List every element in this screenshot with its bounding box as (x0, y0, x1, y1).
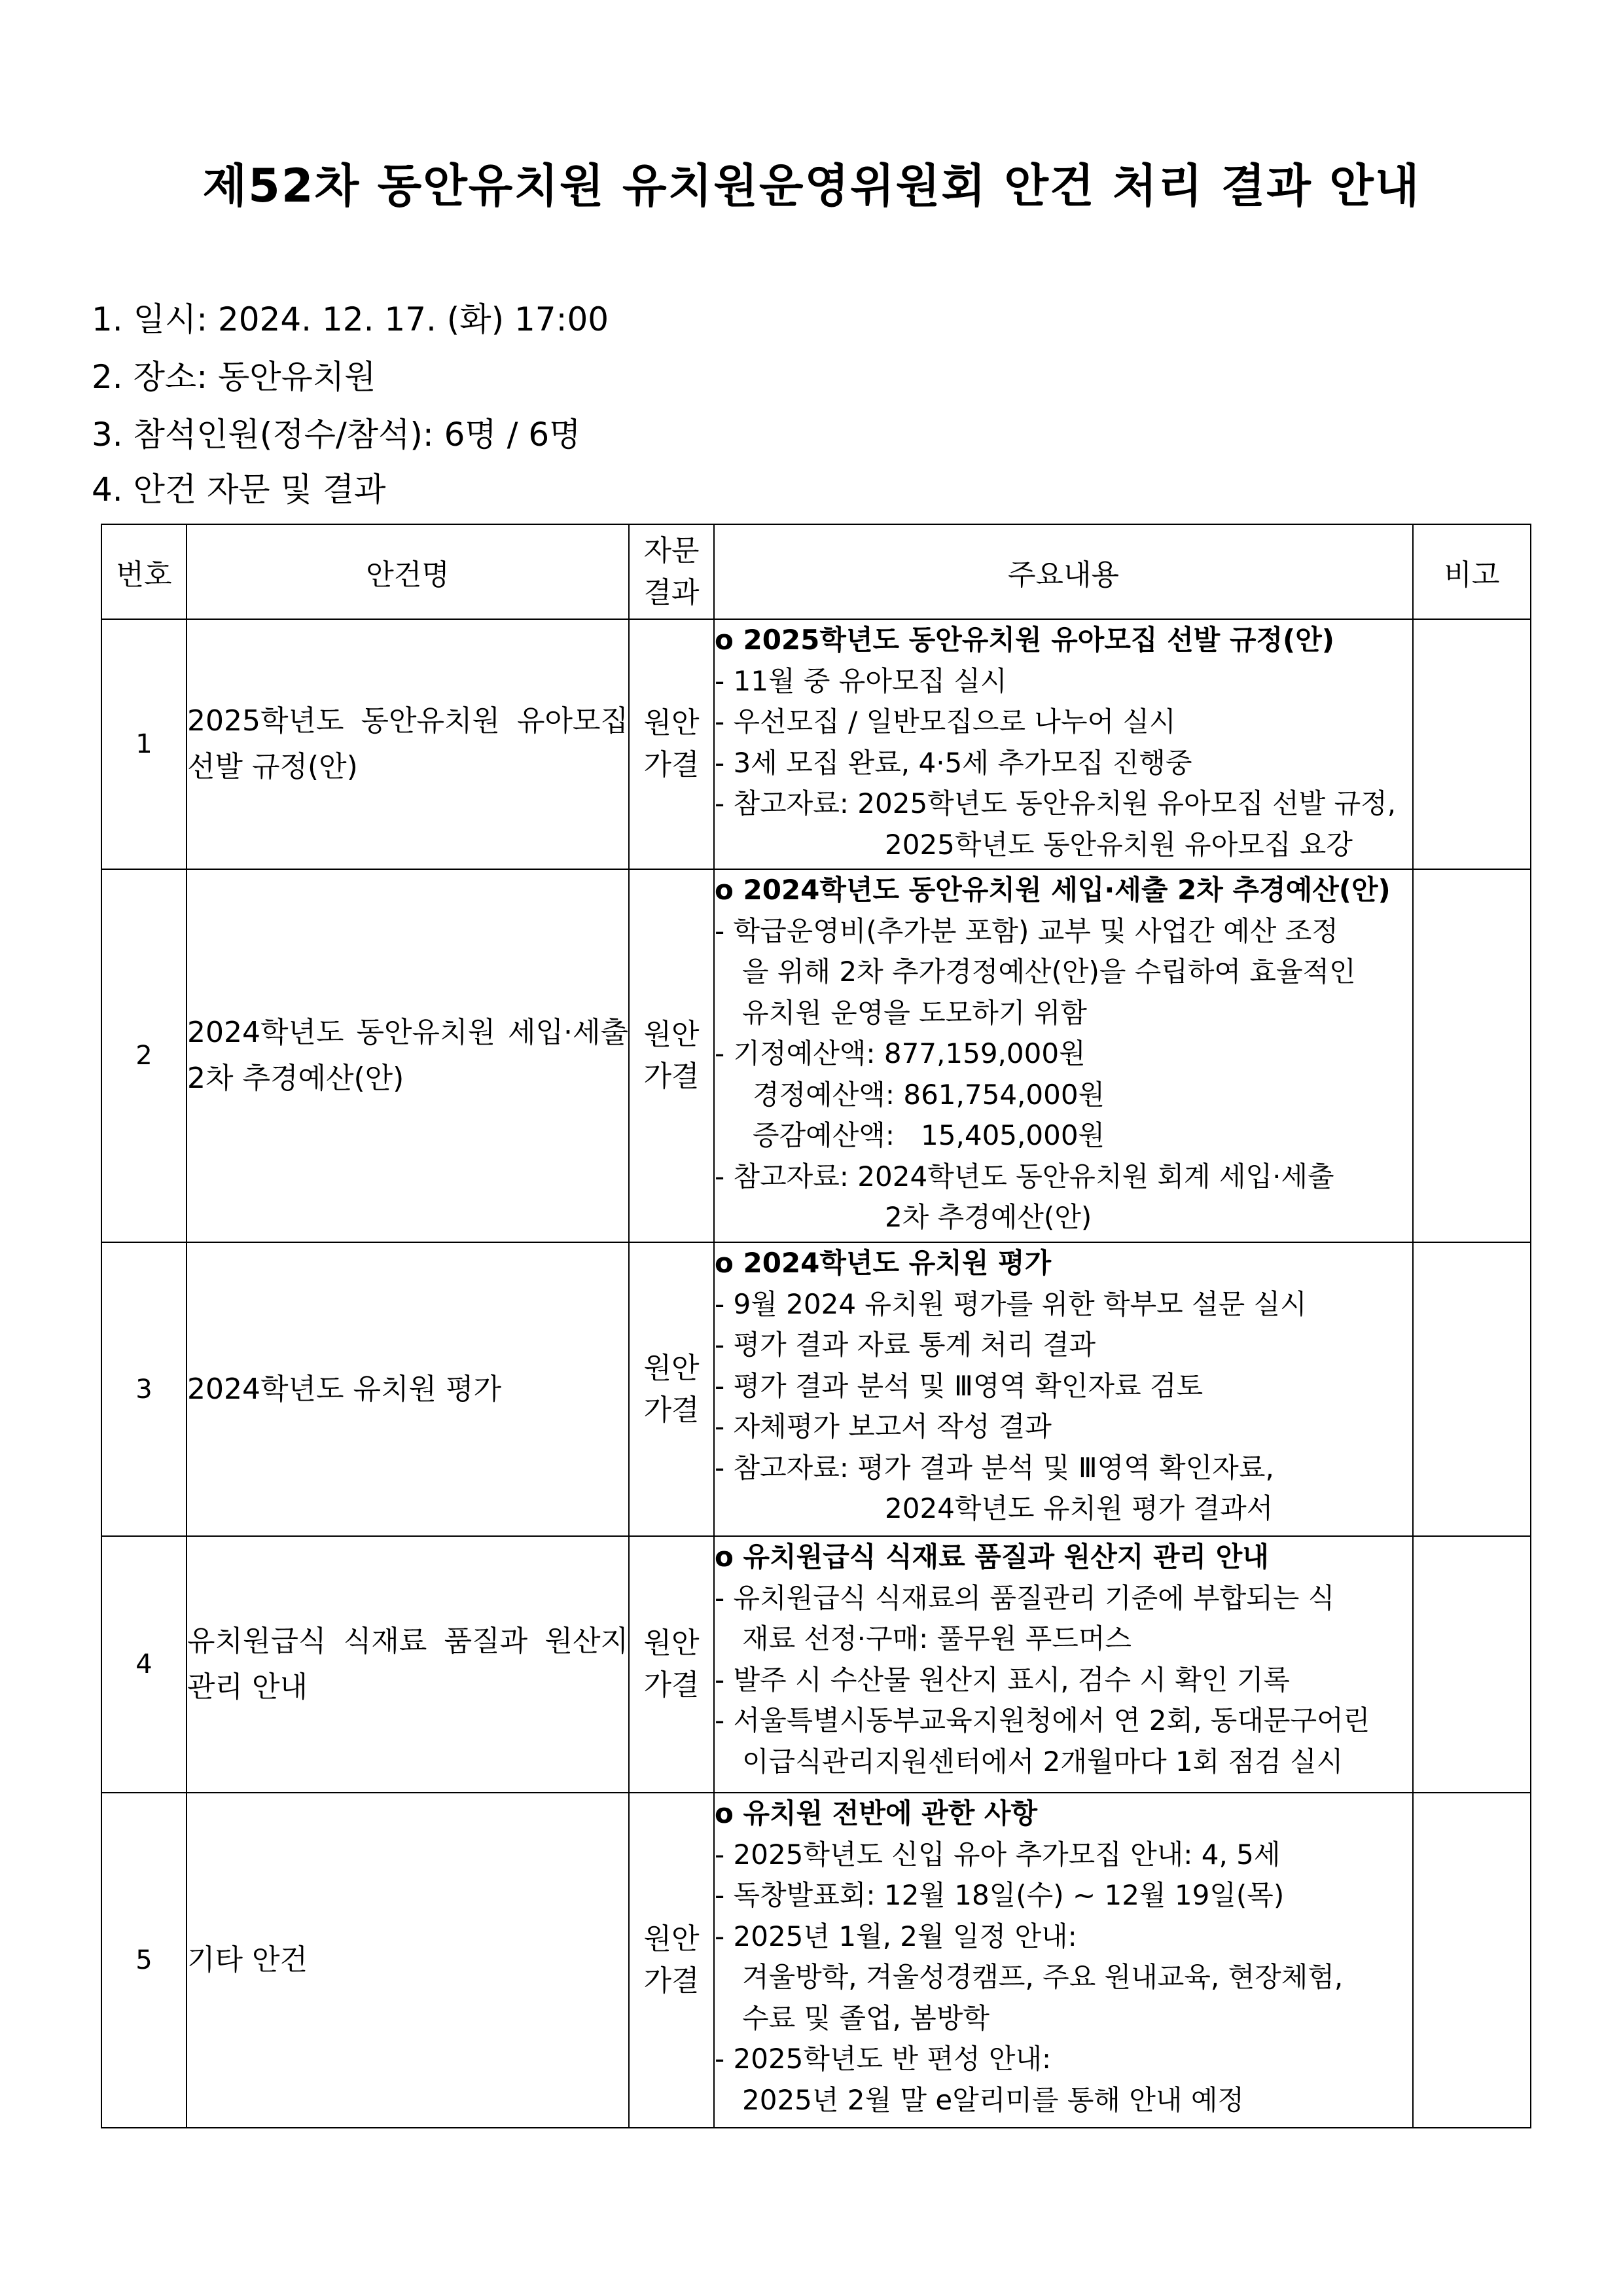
page-title: 제52차 동안유치원 유치원운영위원회 안건 처리 결과 안내 (202, 159, 1421, 213)
row-note (1413, 1536, 1531, 1793)
content-line: - 유치원급식 식재료의 품질관리 기준에 부합되는 식 (715, 1581, 1335, 1614)
table-row (101, 869, 1531, 1242)
row-agenda-name: 2025학년도 동안유치원 유아모집 선발 규정(안) (187, 619, 629, 869)
content-line: 2차 추경예산(안) (885, 1201, 1092, 1233)
info-agenda-heading: 4. 안건 자문 및 결과 (92, 471, 386, 509)
table-row (101, 1793, 1531, 2128)
table-row (101, 1536, 1531, 1793)
row-content (714, 619, 1413, 869)
content-line: - 참고자료: 평가 결과 분석 및 Ⅲ영역 확인자료, (715, 1451, 1274, 1484)
row-result-line1: 원안 (643, 706, 700, 740)
content-line: - 참고자료: 2025학년도 동안유치원 유아모집 선발 규정, (715, 787, 1397, 819)
content-line: 2025학년도 동안유치원 유아모집 요강 (885, 828, 1353, 861)
header-content: 주요내용 (714, 524, 1413, 619)
content-line: - 평가 결과 분석 및 Ⅲ영역 확인자료 검토 (715, 1369, 1204, 1402)
header-note: 비고 (1413, 524, 1531, 619)
row-agenda-name: 유치원급식 식재료 품질과 원산지 관리 안내 (187, 1536, 629, 1793)
content-line: - 자체평가 보고서 작성 결과 (715, 1410, 1052, 1443)
content-line: - 3세 모집 완료, 4·5세 추가모집 진행중 (715, 746, 1192, 779)
row-number: 1 (101, 619, 187, 869)
header-result-line2: 결과 (643, 575, 700, 609)
content-line: 이급식관리지원센터에서 2개월마다 1회 점검 실시 (742, 1745, 1344, 1778)
row-result (629, 869, 714, 1242)
content-line: - 학급운영비(추가분 포함) 교부 및 사업간 예산 조정 (715, 914, 1338, 947)
content-line: - 발주 시 수산물 원산지 표시, 검수 시 확인 기록 (715, 1663, 1290, 1696)
row-result-line1: 원안 (643, 1626, 700, 1660)
content-line: - 9월 2024 유치원 평가를 위한 학부모 설문 실시 (715, 1287, 1307, 1320)
header-result (629, 524, 714, 619)
content-line: 2024학년도 유치원 평가 결과서 (885, 1492, 1274, 1524)
row-result-line1: 원안 (643, 1018, 700, 1051)
row-result-line1: 원안 (643, 1351, 700, 1385)
agenda-table (101, 524, 1531, 2128)
row-result-line2: 가결 (643, 1668, 700, 1702)
row-result (629, 1793, 714, 2128)
row-note (1413, 1793, 1531, 2128)
row-agenda-name: 2024학년도 동안유치원 세입·세출 2차 추경예산(안) (187, 869, 629, 1242)
row-content (714, 1536, 1413, 1793)
content-line: - 2025년 1월, 2월 일정 안내: (715, 1920, 1077, 1952)
header-number: 번호 (101, 524, 187, 619)
row-note (1413, 869, 1531, 1242)
content-line: 수료 및 졸업, 봄방학 (742, 2001, 990, 2034)
table-row (101, 1242, 1531, 1536)
content-line: - 11월 중 유아모집 실시 (715, 664, 1007, 697)
info-attendance: 3. 참석인원(정수/참석): 6명 / 6명 (92, 416, 581, 454)
content-line: - 평가 결과 자료 통계 처리 결과 (715, 1329, 1096, 1361)
row-result-line2: 가결 (643, 1964, 700, 1998)
row-content (714, 869, 1413, 1242)
table-row (101, 619, 1531, 869)
row-result-line2: 가결 (643, 748, 700, 781)
content-line: 겨울방학, 겨울성경캠프, 주요 원내교육, 현장체험, (742, 1961, 1344, 1993)
content-line: - 독창발표회: 12월 18일(수) ~ 12월 19일(목) (715, 1879, 1285, 1911)
row-result (629, 619, 714, 869)
row-note (1413, 1242, 1531, 1536)
row-number: 5 (101, 1793, 187, 2128)
table-header-row (101, 524, 1531, 619)
content-line: - 2025학년도 반 편성 안내: (715, 2043, 1052, 2075)
row-content (714, 1793, 1413, 2128)
content-line: - 서울특별시동부교육지원청에서 연 2회, 동대문구어린 (715, 1704, 1370, 1736)
content-heading: o 유치원 전반에 관한 사항 (715, 1797, 1038, 1829)
content-line: 재료 선정·구매: 풀무원 푸드머스 (742, 1623, 1132, 1655)
row-note (1413, 619, 1531, 869)
row-number: 4 (101, 1536, 187, 1793)
content-line: 증감예산액: 15,405,000원 (753, 1119, 1105, 1151)
content-line: 을 위해 2차 추가경정예산(안)을 수립하여 효율적인 (742, 956, 1356, 988)
row-result-line1: 원안 (643, 1922, 700, 1956)
content-heading: o 2024학년도 유치원 평가 (715, 1247, 1052, 1279)
content-line: - 2025학년도 신입 유아 추가모집 안내: 4, 5세 (715, 1838, 1281, 1871)
row-result-line2: 가결 (643, 1060, 700, 1093)
content-heading: o 2025학년도 동안유치원 유아모집 선발 규정(안) (715, 624, 1334, 656)
row-result-line2: 가결 (643, 1393, 700, 1427)
content-line: - 우선모집 / 일반모집으로 나누어 실시 (715, 706, 1176, 738)
row-result (629, 1242, 714, 1536)
content-line: 유치원 운영을 도모하기 위함 (742, 996, 1087, 1029)
content-heading: o 2024학년도 동안유치원 세입·세출 2차 추경예산(안) (715, 874, 1391, 906)
content-line: - 참고자료: 2024학년도 동안유치원 회계 세입·세출 (715, 1160, 1334, 1193)
info-place: 2. 장소: 동안유치원 (92, 358, 376, 396)
header-agenda-name: 안건명 (187, 524, 629, 619)
row-agenda-name: 2024학년도 유치원 평가 (187, 1242, 629, 1536)
info-date: 1. 일시: 2024. 12. 17. (화) 17:00 (92, 300, 609, 338)
row-number: 3 (101, 1242, 187, 1536)
content-heading: o 유치원급식 식재료 품질과 원산지 관리 안내 (715, 1541, 1269, 1573)
row-number: 2 (101, 869, 187, 1242)
content-line: 경정예산액: 861,754,000원 (753, 1078, 1105, 1111)
row-content (714, 1242, 1413, 1536)
row-agenda-name: 기타 안건 (187, 1793, 629, 2128)
row-result (629, 1536, 714, 1793)
header-result-line1: 자문 (643, 533, 700, 567)
content-line: 2025년 2월 말 e알리미를 통해 안내 예정 (742, 2083, 1244, 2116)
content-line: - 기정예산액: 877,159,000원 (715, 1037, 1086, 1069)
